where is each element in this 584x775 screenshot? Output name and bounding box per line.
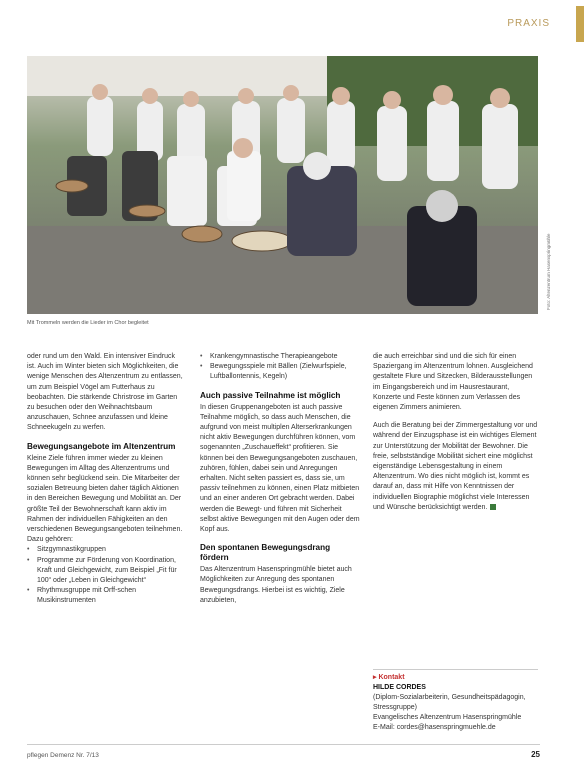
contact-org: Evangelisches Altenzentrum Hasenspringmühle [373,714,522,721]
list-item: • Programme zur Förderung von Koordination, Kraft und Gleichgewicht, zum Beispiel „Fit für 100“ oder „Leben in Gleichgewicht“ [27,556,183,587]
photo-caption: Mit Trommeln werden die Lieder im Chor begleitet [27,320,149,326]
paragraph: Das Altenzentrum Hasenspringmühle bietet auch Möglichkeiten zur Anregung des spontanen Bewegungsdrangs. Hierbei ist es wichtig, Ziele anzubieten, [200,566,352,604]
paragraph: In diesen Gruppenangeboten ist auch passive Teilnahme möglich, so dass auch Menschen, die aufgrund von meist multiplen Alterserkrankungen nicht aktiv Bewegungen durchführen können, vom sogenannten „Zuschaueffekt“ profitieren. Sie können bei den Bewegungsangeboten zuschauen, zuhören, fühlen, dabei sein und Anregungen erhalten. Nicht selten passiert es, dass sie, um passiv teilnehmen zu können, einen Platz mitbieten und an einer anderen Ort gebracht werden. Dabei werden die Bewegt- und führen mit Sicherheit selbst aktive Bewegungen mit den Augen oder dem Kopf aus. [200,403,360,534]
list-item: • Sitzgymnastikgruppen [27,545,183,555]
contact-role: (Diplom-Sozialarbeiterin, Gesundheitspädagogin, Stressgruppe) [373,694,526,711]
contact-box [373,669,538,733]
contact-name: HILDE CORDES [373,684,426,691]
page-number: 25 [531,750,540,759]
paragraph: Kleine Ziele führen immer wieder zu kleinen Bewegungen im Alltag des Altenzentrums und können sehr beglückend sein. Die Mitarbeiter der sozialen Betreuung bieten daher täglich Aktionen in den Bereichen Bewegung und Mobilität an. Der größte Teil der Bewohnerschaft kann aktiv im Rahmen der individuellen Fähigkeiten an den verschiedenen Bewegungsangeboten teilnehmen. Dazu gehören: [27,454,183,544]
end-of-article-icon [490,504,496,510]
journal-name: pflegen Demenz Nr. 7/13 [27,752,99,759]
footer-divider [27,744,540,745]
contact-label: ▸ Kontakt [373,674,405,681]
group-photo [27,56,538,314]
photo-credit: Foto: Altenzentrum Hasenspringmühle [546,233,551,310]
contact-arrow-icon: ▸ [373,674,379,681]
list-item: • Bewegungsspiele mit Bällen (Zielwurfspiele, Luftballontennis, Kegeln) [200,362,360,382]
text-column-2 [200,352,360,606]
text-column-1 [27,352,183,607]
paragraph: oder rund um den Wald. Ein intensiver Eindruck ist. Auch im Winter bieten sich Möglichkeiten, die wenige Menschen des Altenzentrum zu entlassen, um zum Beispiel Vögel am Futterhaus zu beobachten. Die stärkende Christrose im Garten zu besuchen oder den Weihnachtsbaum anzuschauen, Schnee anzufassen und kleine Schneekugeln zu werfen. [27,353,183,432]
section-heading: Den spontanen Bewegungsdrang fördern [200,543,331,563]
header-color-bar [576,6,584,42]
contact-email[interactable]: E-Mail: cordes@hasenspringmuehle.de [373,724,496,731]
list-item: • Rhythmusgruppe mit Orff-schen Musikinstrumenten [27,586,183,606]
text-column-3 [373,352,538,513]
section-label: PRAXIS [507,18,550,29]
bullet-list [200,352,360,383]
list-item: • Krankengymnastische Therapieangebote [200,352,360,362]
paragraph: die auch erreichbar sind und die sich für einen Spaziergang im Altenzentrum lohnen. Ausgleichend gestaltete Flure und Sitzecken, Bilderausstellungen im Eingangsbereich und im Hausrestaurant, Konzerte und Feste können zum Verlassen des eigenen Zimmers animieren. [373,353,533,412]
section-heading: Auch passive Teilnahme ist möglich [200,390,341,400]
section-heading: Bewegungsangebote im Altenzentrum [27,441,176,451]
paragraph-text: Auch die Beratung bei der Zimmergestaltung vor und während der Einzugsphase ist ein wichtiges Element zur Unterstützung der Mobilität der Bewohner. Die freie, selbstständige Mobilität sichert eine möglichst eigenständige Lebensgestaltung in einem Altenzentrum. Wo dies nicht möglich ist, kommt es darauf an, dass mit Hilfe von Kenntnissen der individuellen Biographie möglichst viele Interessen und Wünsche berücksichtigt werden. [373,422,538,511]
bullet-list [27,545,183,606]
paragraph [373,421,538,513]
